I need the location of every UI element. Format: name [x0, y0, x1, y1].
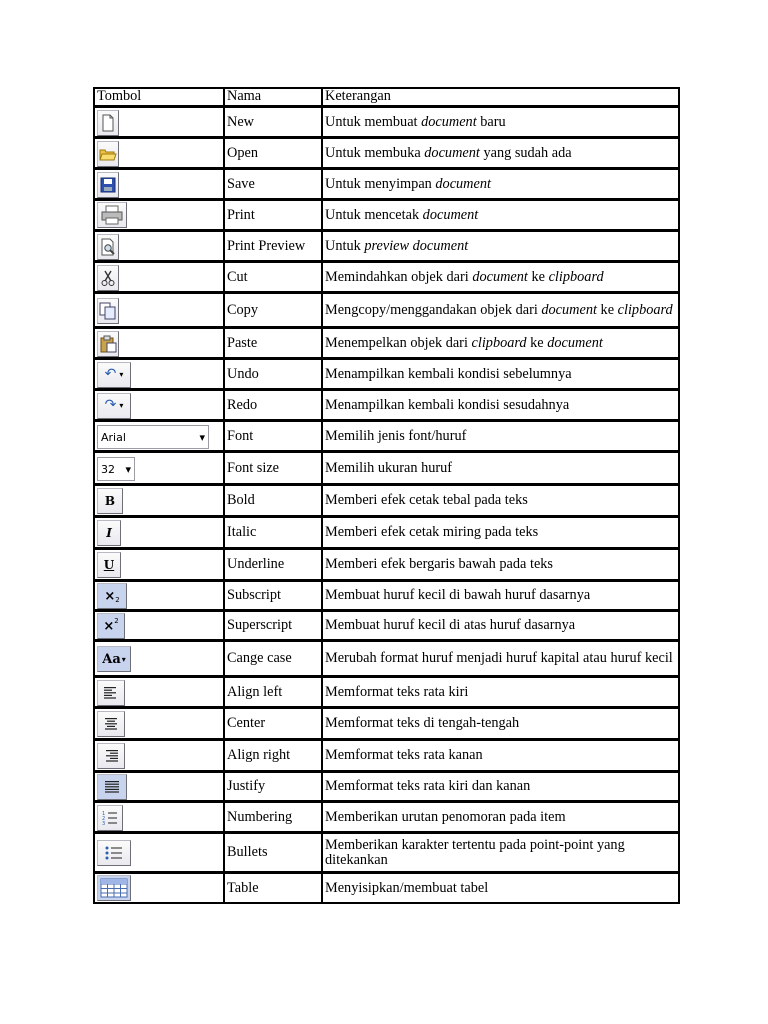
- superscript-icon[interactable]: × 2: [97, 613, 125, 639]
- new-document-icon[interactable]: [97, 110, 119, 136]
- name-cell: Table: [223, 872, 321, 903]
- description-cell: [321, 292, 679, 327]
- table-row: [94, 451, 679, 484]
- button-cell: [94, 516, 223, 548]
- print-preview-icon[interactable]: [97, 234, 119, 260]
- description-text: Memformat teks rata kiri dan kanan: [325, 778, 531, 794]
- description-cell: [321, 168, 679, 199]
- italic-term: document: [472, 268, 528, 285]
- italic-term: clipboard: [617, 301, 673, 318]
- name-cell: Print: [223, 199, 321, 230]
- description-text: Memformat teks rata kiri: [325, 683, 469, 700]
- button-cell: [94, 327, 223, 358]
- align-left-icon[interactable]: [97, 680, 125, 706]
- description-cell: [321, 739, 679, 771]
- description-text: Merubah format huruf menjadi huruf kapital atau huruf kecil: [325, 650, 673, 666]
- italic-term: document: [547, 334, 603, 351]
- table-row: [94, 292, 679, 327]
- chevron-down-icon: ▾: [199, 430, 205, 444]
- table-row: [94, 707, 679, 739]
- italic-icon[interactable]: I: [97, 520, 121, 546]
- description-cell: [321, 137, 679, 168]
- table-row: [94, 199, 679, 230]
- description-cell: [321, 230, 679, 261]
- name-cell: Bullets: [223, 832, 321, 872]
- description-text: Untuk membuat: [325, 113, 422, 130]
- name-cell: Font size: [223, 451, 321, 484]
- button-cell: [94, 872, 223, 903]
- table-row: [94, 872, 679, 903]
- name-cell: Copy: [223, 292, 321, 327]
- description-text: Membuat huruf kecil di bawah huruf dasarnya: [325, 587, 591, 603]
- description-text: Untuk mencetak: [325, 206, 423, 223]
- button-cell: [94, 261, 223, 292]
- description-text: baru: [476, 113, 506, 130]
- description-text: ke: [526, 334, 548, 351]
- description-text: Memberikan urutan penomoran pada item: [325, 808, 566, 825]
- button-cell: [94, 199, 223, 230]
- description-cell: [321, 707, 679, 739]
- save-floppy-icon[interactable]: [97, 172, 119, 198]
- table-row: [94, 516, 679, 548]
- table-row: [94, 106, 679, 137]
- description-text: Menampilkan kembali kondisi sesudahnya: [325, 396, 570, 413]
- name-cell: Paste: [223, 327, 321, 358]
- description-cell: [321, 548, 679, 580]
- name-cell: Numbering: [223, 801, 321, 832]
- button-cell: [94, 580, 223, 610]
- align-right-icon[interactable]: [97, 743, 125, 769]
- name-cell: New: [223, 106, 321, 137]
- button-cell: [94, 548, 223, 580]
- button-cell: [94, 610, 223, 640]
- numbering-icon[interactable]: [97, 805, 123, 831]
- description-cell: [321, 106, 679, 137]
- description-cell: [321, 872, 679, 903]
- button-cell: [94, 292, 223, 327]
- description-text: Menyisipkan/membuat tabel: [325, 879, 489, 896]
- description-text: Memindahkan objek dari: [325, 268, 473, 285]
- toolbar-buttons-table: [93, 87, 680, 904]
- name-cell: Print Preview: [223, 230, 321, 261]
- name-cell: Align left: [223, 676, 321, 707]
- name-cell: Center: [223, 707, 321, 739]
- change-case-icon[interactable]: Aa ▾: [97, 646, 131, 672]
- description-text: Untuk membuka: [325, 144, 425, 161]
- name-cell: Subscript: [223, 580, 321, 610]
- description-cell: [321, 801, 679, 832]
- table-row: [94, 832, 679, 872]
- description-cell: [321, 640, 679, 676]
- name-cell: Italic: [223, 516, 321, 548]
- description-text: ke: [596, 301, 618, 318]
- button-cell: [94, 106, 223, 137]
- description-cell: [321, 420, 679, 451]
- description-text: yang sudah ada: [479, 144, 572, 161]
- description-cell: [321, 580, 679, 610]
- description-text: Memberi efek cetak miring pada teks: [325, 524, 539, 540]
- redo-icon[interactable]: ↷ ▾: [97, 393, 131, 419]
- svg-text:3: 3: [102, 820, 106, 826]
- name-cell: Save: [223, 168, 321, 199]
- description-text: Memberi efek bergaris bawah pada teks: [325, 556, 553, 572]
- button-cell: [94, 358, 223, 389]
- table-row: [94, 358, 679, 389]
- description-cell: [321, 358, 679, 389]
- table-row: [94, 801, 679, 832]
- description-cell: [321, 771, 679, 801]
- table-row: [94, 610, 679, 640]
- table-row: [94, 771, 679, 801]
- table-row: [94, 420, 679, 451]
- svg-text:2: 2: [102, 815, 106, 822]
- copy-icon[interactable]: [97, 298, 119, 324]
- name-cell: Justify: [223, 771, 321, 801]
- table-icon[interactable]: [97, 875, 131, 901]
- italic-term: document: [424, 144, 480, 161]
- description-text: Menampilkan kembali kondisi sebelumnya: [325, 365, 572, 382]
- undo-icon[interactable]: ↶ ▾: [97, 362, 131, 388]
- button-cell: [94, 389, 223, 420]
- name-cell: Underline: [223, 548, 321, 580]
- description-cell: [321, 451, 679, 484]
- table-row: [94, 230, 679, 261]
- print-icon[interactable]: [97, 202, 127, 228]
- table-row: [94, 261, 679, 292]
- font-size-combo-value: 32: [101, 462, 115, 476]
- table-header-row: [94, 88, 679, 106]
- italic-term: document: [422, 206, 479, 223]
- button-cell: [94, 484, 223, 516]
- description-cell: [321, 676, 679, 707]
- button-cell: [94, 676, 223, 707]
- description-cell: [321, 199, 679, 230]
- name-cell: Superscript: [223, 610, 321, 640]
- font-combo[interactable]: [97, 425, 209, 449]
- table-row: [94, 548, 679, 580]
- button-cell: [94, 230, 223, 261]
- cut-scissors-icon[interactable]: [97, 265, 119, 291]
- chevron-down-icon: ▾: [125, 462, 131, 476]
- description-text: Membuat huruf kecil di atas huruf dasarnya: [325, 617, 576, 633]
- description-text: Memberi efek cetak tebal pada teks: [325, 492, 528, 508]
- description-text: Untuk: [325, 237, 365, 254]
- subscript-icon[interactable]: × 2: [97, 583, 127, 609]
- justify-icon[interactable]: [97, 774, 127, 800]
- table-row: [94, 137, 679, 168]
- italic-term: document: [541, 301, 597, 318]
- font-size-combo[interactable]: [97, 457, 135, 481]
- button-cell: [94, 168, 223, 199]
- header-tombol: Tombol: [94, 88, 223, 106]
- description-text: Memformat teks rata kanan: [325, 747, 483, 763]
- table-row: [94, 389, 679, 420]
- description-text: Untuk menyimpan: [325, 175, 436, 192]
- table-row: [94, 580, 679, 610]
- description-text: ke: [527, 268, 549, 285]
- header-nama: Nama: [223, 88, 321, 106]
- name-cell: Align right: [223, 739, 321, 771]
- italic-term: clipboard: [471, 334, 527, 351]
- description-text: Memilih ukuran huruf: [325, 459, 453, 476]
- open-folder-icon[interactable]: [97, 141, 119, 167]
- button-cell: [94, 640, 223, 676]
- name-cell: Undo: [223, 358, 321, 389]
- description-cell: [321, 832, 679, 872]
- description-text: Memberikan karakter tertentu pada point-point yang ditekankan: [325, 836, 625, 868]
- table-row: [94, 327, 679, 358]
- name-cell: Bold: [223, 484, 321, 516]
- table-row: [94, 676, 679, 707]
- underline-icon[interactable]: U: [97, 552, 121, 578]
- italic-term: document: [435, 175, 491, 192]
- font-combo-value: Arial: [101, 430, 126, 444]
- button-cell: [94, 771, 223, 801]
- name-cell: Font: [223, 420, 321, 451]
- table-row: [94, 739, 679, 771]
- paste-clipboard-icon[interactable]: [97, 331, 119, 357]
- button-cell: [94, 420, 223, 451]
- description-cell: [321, 484, 679, 516]
- italic-term: clipboard: [548, 268, 604, 285]
- table-row: [94, 168, 679, 199]
- button-cell: [94, 832, 223, 872]
- name-cell: Cut: [223, 261, 321, 292]
- align-center-icon[interactable]: [97, 711, 125, 737]
- table-row: [94, 484, 679, 516]
- name-cell: Open: [223, 137, 321, 168]
- description-text: Memformat teks di tengah-tengah: [325, 715, 520, 731]
- name-cell: Cange case: [223, 640, 321, 676]
- table-row: [94, 640, 679, 676]
- bold-icon[interactable]: B: [97, 488, 123, 514]
- description-cell: [321, 327, 679, 358]
- name-cell: Redo: [223, 389, 321, 420]
- button-cell: [94, 739, 223, 771]
- bullets-icon[interactable]: [97, 840, 131, 866]
- svg-text:1: 1: [102, 810, 106, 817]
- description-text: Mengcopy/menggandakan objek dari: [325, 301, 542, 318]
- italic-term: document: [421, 113, 477, 130]
- description-cell: [321, 261, 679, 292]
- button-cell: [94, 801, 223, 832]
- description-cell: [321, 610, 679, 640]
- description-cell: [321, 516, 679, 548]
- description-text: Memilih jenis font/huruf: [325, 427, 467, 444]
- description-text: Menempelkan objek dari: [325, 334, 472, 351]
- italic-term: preview document: [364, 237, 469, 254]
- button-cell: [94, 707, 223, 739]
- button-cell: [94, 451, 223, 484]
- button-cell: [94, 137, 223, 168]
- header-keterangan: Keterangan: [321, 88, 679, 106]
- description-cell: [321, 389, 679, 420]
